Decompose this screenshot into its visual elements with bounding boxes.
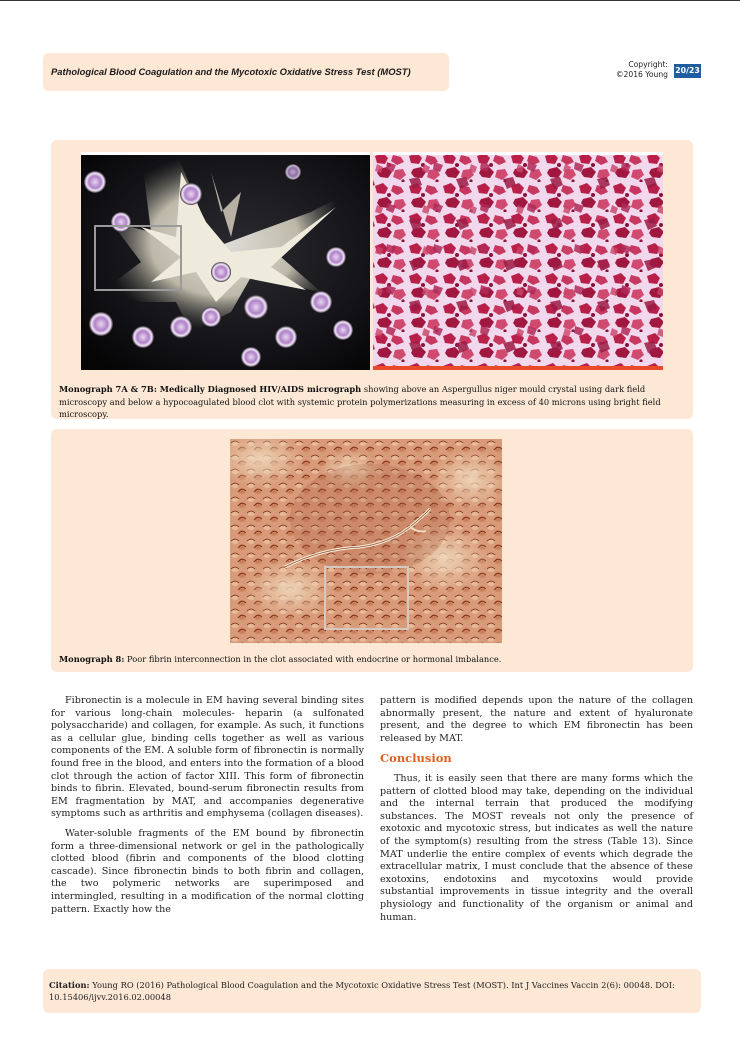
header-title: Pathological Blood Coagulation and the Mycotoxic Oxidative Stress Test (MOST)	[51, 66, 411, 77]
figure-monograph-8	[51, 429, 693, 672]
left-column	[51, 695, 364, 923]
copyright-label: Copyright:	[628, 60, 668, 69]
paragraph-conclusion: Thus, it is easily seen that there are many forms which the pattern of clotted blood may take, depending on the individual and the internal terrain that produced the modifying substances. The MOST reveals not only the presence of exotoxic and mycotoxic stress, but indicates as well the nature of the symptom(s) resulting from the stress (Table 13). Since MAT underlie the entire complex of events which degrade the extracellular matrix, I must conclude that the absence of these exotoxins, endotoxins and mycotoxins would provide substantial improvements in tissue integrity and the overall physiology and functionality of the organism or animal and human.	[380, 772, 693, 923]
fibrin-clot-micrograph	[230, 439, 502, 643]
figure1-caption-text: showing above an Aspergullus niger mould crystal using dark field microscopy and below a hypocoagulated blood clot with systemic protein polymerizations measuring in excess of 40 microns using bright field microscopy.	[59, 384, 661, 419]
copyright-holder: ©2016 Young	[615, 70, 668, 79]
figure1-caption-label: Monograph 7A & 7B: Medically Diagnosed HIV/AIDS micrograph	[59, 384, 362, 394]
citation-body: Young RO (2016) Pathological Blood Coagulation and the Mycotoxic Oxidative Stress Test (MOST). Int J Vaccines Vaccin 2(6): 00048. DOI: 10.15406/ijvv.2016.02.00048	[49, 980, 675, 1002]
darkfield-micrograph	[81, 152, 370, 370]
section-heading-conclusion: Conclusion	[380, 751, 452, 766]
paragraph-pattern-continued: pattern is modified depends upon the nature of the collagen abnormally present, the nature and extent of hyaluronate present, and the degree to which EM fibronectin has been released by MAT.	[380, 695, 693, 744]
citation-label: Citation:	[49, 980, 90, 990]
figure-monograph-7	[51, 140, 693, 419]
citation-text	[49, 979, 695, 1003]
paragraph-fibronectin: Fibronectin is a molecule in EM having several binding sites for various long-chain molecules- heparin (a sulfonated polysaccharide) and collagen, for example. As such, it functions as a cellular glue, binding cells together as well as various components of the EM. A soluble form of fibronectin is normally found free in the blood, and enters into the formation of a blood clot through the action of factor XIII. This form of fibronectin binds to fibrin. Elevated, bound-serum fibronectin results from EM fragmentation by MAT, and accompanies degenerative symptoms such as arthritis and emphysema (collagen diseases).	[51, 695, 364, 820]
page-number-badge: 20/23	[674, 64, 701, 78]
citation-box	[43, 969, 701, 1013]
right-column	[380, 695, 693, 931]
brightfield-micrograph	[373, 152, 663, 370]
figure2-caption-label: Monograph 8:	[59, 654, 125, 664]
figure2-caption-text: Poor fibrin interconnection in the clot associated with endocrine or hormonal imbalance.	[124, 654, 502, 664]
figure2-caption	[59, 653, 685, 666]
copyright-notice	[590, 60, 668, 80]
figure1-caption	[59, 383, 685, 421]
running-header	[43, 53, 449, 91]
paragraph-water-soluble: Water-soluble fragments of the EM bound by fibronectin form a three-dimensional network or gel in the pathologically clotted blood (fibrin and components of the blood clotting cascade). Since fibronectin binds to both fibrin and collagen, the two polymeric networks are superimposed and intermingled, resulting in a modification of the normal clotting pattern. Exactly how the	[51, 827, 364, 915]
top-rule	[0, 0, 740, 1]
